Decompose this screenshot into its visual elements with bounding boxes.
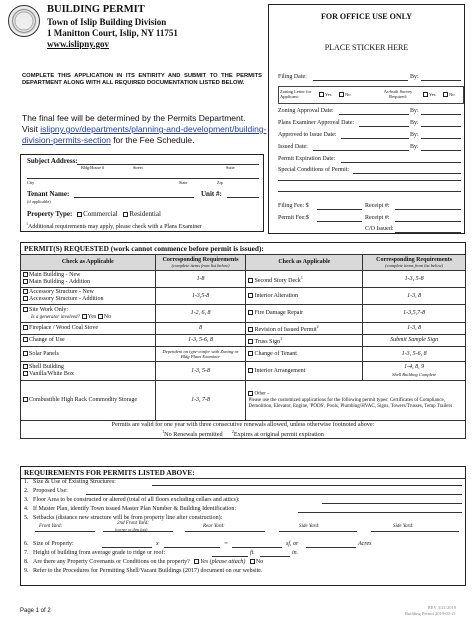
office-use-box <box>268 4 465 234</box>
requirements-title: REQUIREMENTS FOR PERMITS LISTED ABOVE: <box>21 467 465 479</box>
asbuilt-yes-label: Yes <box>429 92 436 97</box>
req-item-4: 4. If Master Plan, identify Town issued Master Plan Number & Building Identification: <box>24 506 462 513</box>
col-check-right: Check as Applicable <box>246 255 363 271</box>
permit-accessory-structure <box>21 288 156 305</box>
unit-label: Unit #: <box>201 190 222 198</box>
special-conditions-field[interactable] <box>353 167 461 174</box>
revision-label: Revision of Issued Permit <box>254 327 317 333</box>
solar-checkbox[interactable] <box>23 351 28 356</box>
req-item-1: 1. Size & Use of Existing Structures: <box>24 479 462 486</box>
shell-label: Shell Building <box>29 364 64 370</box>
additional-text: Additional requirements may apply, please check with a Plans Examiner <box>28 224 202 230</box>
main-new-checkbox[interactable] <box>23 272 28 277</box>
permit-receipt-field[interactable] <box>395 215 461 222</box>
state-label: State <box>179 180 188 185</box>
generator-yes-label: Yes <box>87 313 97 320</box>
req-item-7-text: Height of building from average grade to ridge or roof: <box>33 550 166 556</box>
permit-other <box>246 381 466 421</box>
zoning-approval-field[interactable] <box>339 108 409 115</box>
revision-checkbox[interactable] <box>248 327 253 332</box>
permit-high-rack <box>21 381 156 421</box>
special-conditions-line-3[interactable] <box>278 185 461 192</box>
acc-new-checkbox[interactable] <box>23 289 28 294</box>
zoning-no-checkbox[interactable] <box>339 92 344 97</box>
acres-label: Acres <box>358 541 372 547</box>
filing-receipt-field[interactable] <box>395 203 461 210</box>
fire-damage-label: Fire Damage Repair <box>254 310 304 316</box>
solar-req: Dependent on type-confer with Zoning or Bldg Plans Examiner <box>155 347 246 362</box>
deck-checkbox[interactable] <box>248 278 253 283</box>
col-req-right <box>363 255 466 271</box>
fee-note: The final fee will be determined by the Permits Department. <box>22 113 246 123</box>
interior-arr-label: Interior Arrangement <box>254 367 306 374</box>
zoning-no-label: No <box>345 92 351 97</box>
change-tenant-checkbox[interactable] <box>248 351 253 356</box>
change-use-checkbox[interactable] <box>23 337 28 342</box>
subject-address-label: Subject Address: <box>27 157 78 165</box>
permit-change-of-use <box>21 335 156 347</box>
note1-text: No Renewals permitted <box>164 431 223 439</box>
req-item-5: 5. Setbacks (distance new structure will be from property line after construction): <box>24 515 223 521</box>
additional-note: $^1$Additional requirements may apply, please check with a Plans Examiner <box>26 221 202 230</box>
city-field[interactable] <box>27 172 259 179</box>
side-yard-1-label: Side Yard: <box>299 524 320 529</box>
zip-label: Zip <box>217 180 223 185</box>
fee-schedule-link[interactable]: islipny.gov/departments/planning-and-development/building-division-permits-section <box>22 124 267 145</box>
front-yard-field[interactable] <box>35 529 95 532</box>
second-front-label: 2nd Front Yard: <box>117 521 149 526</box>
generator-no-checkbox[interactable] <box>98 314 103 319</box>
covenants-yes-label: Yes (please attach) <box>200 559 246 565</box>
side-yard-2-field[interactable] <box>371 529 459 532</box>
req-item-9-text: Refer to the Procedures for Permitting Shell/Vacant Buildings (2017) document on our website. <box>33 568 263 574</box>
req-item-2-text: Proposed Use: <box>33 488 68 494</box>
other-label: Other - <box>254 392 269 398</box>
issued-by-label: By: <box>410 144 419 150</box>
suite-label: Suite <box>226 165 235 170</box>
truss-sign-checkbox[interactable] <box>248 339 253 344</box>
side-yard-2-label: Side Yard: <box>393 524 414 529</box>
change-tenant-label: Change of Tenant <box>254 350 297 357</box>
covenants-no-label: No <box>255 559 264 565</box>
filing-fee-label: Filing Fee: $ <box>278 203 309 209</box>
interior-alt-req: 1-3, 8 <box>363 288 466 305</box>
req-item-5-text: Setbacks (distance new structure will be from property line after construction): <box>33 515 223 521</box>
permit-fireplace <box>21 323 156 335</box>
address-field[interactable] <box>77 158 259 165</box>
bldg-label: Bldg/House # <box>81 165 105 170</box>
req-item-1-text: Size & Use of Existing Structures: <box>33 479 116 485</box>
change-use-req: 1-3, 5-6, 8 <box>155 335 246 347</box>
change-tenant-req: 1-3, 5-6, 8 <box>363 347 466 362</box>
equals-label: = <box>224 541 229 547</box>
zoning-approval-label: Zoning Approval Date: <box>278 108 334 114</box>
revision-req: 1-3, 8 <box>363 323 466 335</box>
permit-solar-panels <box>21 347 156 362</box>
high-rack-label: Combustible High Rack Commodity Storage <box>29 397 137 403</box>
if-applicable-label: (if applicable) <box>27 199 51 204</box>
issued-date-label: Issued Date: <box>278 144 308 150</box>
revision-sup: 2 <box>316 324 319 329</box>
co-issued-field[interactable] <box>395 226 461 233</box>
sf-or-label: sf, or <box>286 541 299 547</box>
filing-receipt-label: Receipt #: <box>365 203 390 209</box>
height-in-field[interactable] <box>260 550 290 557</box>
expiration-field[interactable] <box>341 156 461 163</box>
req-item-3: 3. Floor Area to be constructed or altered (total of all floors excluding cellars and attics): <box>24 497 462 504</box>
in-label: in. <box>292 550 299 556</box>
truss-sign-sup: 1 <box>280 336 283 341</box>
permit-second-story-deck <box>246 271 363 288</box>
req-item-4-text: If Master Plan, identify Town issued Master Plan Number & Building Identification: <box>33 506 237 512</box>
interior-alt-label: Interior Alteration <box>254 292 298 299</box>
shell-req: 1-3, 5-8 <box>155 362 246 381</box>
permit-truss-sign <box>246 335 363 347</box>
visit-text: Visit <box>22 124 38 134</box>
commercial-label: Commercial <box>83 210 118 218</box>
property-sf-field[interactable] <box>232 541 282 548</box>
fireplace-checkbox[interactable] <box>23 325 28 330</box>
asbuilt-no-checkbox[interactable] <box>443 92 448 97</box>
zoning-by-label: By: <box>410 108 419 114</box>
doc-id: Building Permit 2019-03-21 <box>405 611 456 616</box>
acc-req: 1-3,5-8 <box>155 288 246 305</box>
website-link[interactable]: www.islipny.gov <box>47 39 110 49</box>
permit-fee-field[interactable] <box>317 215 362 222</box>
main-addition-label: Main Building - Addition <box>29 279 91 285</box>
permit-fire-damage <box>246 305 363 323</box>
permit-interior-arrangement <box>246 362 363 381</box>
interior-arr-req: 1-4, 8, 9 <box>404 363 425 370</box>
front-yard-label: Front Yard: <box>39 524 63 529</box>
high-rack-req: 1-3, 7-8 <box>155 381 246 421</box>
deck-req: 1-3, 5-8 <box>363 271 466 288</box>
generator-no-label: No <box>103 313 112 320</box>
interior-arr-req-cell <box>363 362 466 381</box>
approved-by-label: By: <box>410 132 419 138</box>
acc-addition-label: Accessory Structure - Addition <box>29 296 104 302</box>
property-type-label: Property Type: <box>27 210 73 218</box>
permit-change-of-tenant <box>246 347 363 362</box>
permit-revision <box>246 323 363 335</box>
change-use-label: Change of Use <box>29 337 65 343</box>
permit-receipt-label: Receipt #: <box>365 215 390 221</box>
residential-label: Residential <box>129 210 161 218</box>
fee-schedule-line <box>22 124 272 146</box>
fireplace-label: Fireplace / Wood Coal Stove <box>29 325 99 331</box>
req-3-field[interactable] <box>322 497 462 504</box>
filing-by-label: By: <box>410 74 419 80</box>
ft-label: ft. <box>250 550 255 556</box>
acc-new-label: Accessory Structure - New <box>29 289 94 295</box>
deck-sup: 1 <box>300 274 303 280</box>
deck-label: Second Story Deck <box>254 277 301 284</box>
zoning-yes-checkbox[interactable] <box>319 92 324 97</box>
approved-by-field[interactable] <box>421 132 461 139</box>
filing-date-label: Filing Date: <box>278 74 307 80</box>
property-width-field[interactable] <box>102 541 152 548</box>
generator-yes-checkbox[interactable] <box>82 314 87 319</box>
req-2-field[interactable] <box>86 488 462 495</box>
filing-fee-field[interactable] <box>317 203 362 210</box>
col-req-left-sub: (complete items from list below) <box>171 262 230 268</box>
site-work-req: 1-2, 6, 8 <box>155 305 246 323</box>
fire-damage-checkbox[interactable] <box>248 310 253 315</box>
special-conditions-line-2[interactable] <box>278 174 461 181</box>
instructions: COMPLETE THIS APPLICATION IN ITS ENTIRITY AND SUBMIT TO THE PERMITS DEPARTMENT ALONG WITH ALL REQUIRED DOCUMENTATION LISTED BELOW. <box>22 73 262 86</box>
unit-field[interactable] <box>227 191 259 198</box>
approved-issue-label: Approved to Issue Date: <box>278 132 337 138</box>
requirements-section <box>20 466 466 586</box>
issued-by-field[interactable] <box>421 144 461 151</box>
permit-shell-building <box>21 362 156 381</box>
col-check-left: Check as Applicable <box>21 255 156 271</box>
issued-date-field[interactable] <box>313 144 409 151</box>
division-name: Town of Islip Building Division <box>47 17 167 27</box>
permits-section <box>20 242 466 439</box>
rear-yard-label: Rear Yard: <box>203 524 225 529</box>
other-checkbox[interactable] <box>248 391 253 396</box>
filing-date-field[interactable] <box>313 74 408 81</box>
asbuilt-yes-checkbox[interactable] <box>423 92 428 97</box>
req-item-2: 2. Proposed Use: <box>24 488 462 495</box>
col-req-left <box>155 255 246 271</box>
main-new-label: Main Building - New <box>29 272 81 278</box>
times-label: x <box>156 541 159 547</box>
site-work-label: Site Work Only: <box>29 306 69 313</box>
col-req-right-title: Corresponding Requirements <box>376 256 453 263</box>
validity-note: Permits are valid for one year with three consecutive renewals allowed, unless otherwise footnoted above: $^1$No Renewals permitted $^2$Expires at original permit expiration <box>21 421 466 439</box>
site-work-checkbox[interactable] <box>23 307 28 312</box>
req-4-field[interactable] <box>298 506 462 513</box>
col-req-right-sub: (complete items from list below) <box>385 262 443 268</box>
fee-suffix: for the Fee Schedule. <box>113 135 195 145</box>
page-title: BUILDING PERMIT <box>47 4 145 15</box>
town-seal-logo <box>8 5 40 37</box>
main-addition-checkbox[interactable] <box>23 279 28 284</box>
permits-title: PERMIT(S) REQUESTED (work cannot commence before permit is issued): <box>20 242 466 254</box>
tenant-label: Tenant Name: <box>27 190 70 198</box>
fire-damage-req: 1-3,5,7-8 <box>363 305 466 323</box>
interior-arr-req2: Shell Building Complete <box>392 371 437 377</box>
street-label: Street <box>133 165 143 170</box>
shell-checkbox[interactable] <box>23 364 28 369</box>
commercial-checkbox[interactable] <box>77 212 82 217</box>
solar-label: Solar Panels <box>29 350 59 357</box>
asbuilt-label: As-built Survey Required: <box>383 89 413 99</box>
zoning-by-field[interactable] <box>421 108 461 115</box>
city-label: City <box>27 180 35 185</box>
acc-addition-checkbox[interactable] <box>23 296 28 301</box>
sticker-area: PLACE STICKER HERE <box>324 43 409 52</box>
covenants-no-checkbox[interactable] <box>250 559 255 564</box>
permit-interior-alteration <box>246 288 363 305</box>
generator-label: Is a generator involved? <box>31 314 81 320</box>
req-item-6: 6. Size of Property: x = sf, or Acres <box>24 541 372 547</box>
expiration-label: Permit Expiration Date: <box>278 156 336 162</box>
property-acres-field[interactable] <box>306 541 356 548</box>
revision-date: REV 3/21/2019 <box>427 605 456 610</box>
plans-approval-field[interactable] <box>359 120 409 127</box>
truss-sign-label: Truss Sign <box>254 339 281 345</box>
zoning-yes-label: Yes <box>325 92 332 97</box>
validity-text: Permits are valid for one year with three consecutive renewals allowed, unless otherwise footnoted above: <box>111 421 375 428</box>
req-1-field[interactable] <box>152 479 462 486</box>
fireplace-req: 8 <box>155 323 246 335</box>
permits-table <box>20 254 466 439</box>
property-type-row <box>27 210 161 218</box>
second-front-field[interactable] <box>103 529 173 532</box>
permit-fee-label: Permit Fee:$ <box>278 215 309 221</box>
permit-site-work <box>21 305 156 323</box>
plans-by-label: By: <box>410 120 419 126</box>
req-item-9: 9. Refer to the Procedures for Permitting Shell/Vacant Buildings (2017) document on our website. <box>24 568 263 574</box>
subject-address-box <box>20 154 264 232</box>
page-number: Page 1 of 2 <box>20 608 51 614</box>
tenant-field[interactable] <box>74 191 194 198</box>
division-address: 1 Manitton Court, Islip, NY 11751 <box>47 28 178 38</box>
interior-alt-checkbox[interactable] <box>248 293 253 298</box>
req-item-3-text: Floor Area to be constructed or altered (total of all floors excluding cellars and attics): <box>33 497 240 503</box>
residential-checkbox[interactable] <box>123 212 128 217</box>
zoning-letter-row <box>278 86 464 104</box>
req-item-8: 8. Are there any Property Covenants or Conditions on the property? Yes (please attach) No <box>24 559 264 565</box>
side-yard-1-field[interactable] <box>279 529 357 532</box>
other-desc: Please use the customized applications for the following permit types: Certificates of Compliance, Demolition, Elevator, Engine, 'PODS', Pools, Plumbing/HVAC, Signs, Towers/Trusses, Temp Trailers <box>248 397 453 409</box>
office-title: FOR OFFICE USE ONLY <box>320 12 413 21</box>
zoning-letter-label: Zoning Letter for Applicant: <box>280 89 312 99</box>
plans-approval-label: Plans Examiner Approval Date: <box>278 120 355 126</box>
asbuilt-no-label: No <box>449 92 455 97</box>
co-issued-label: C/O Issued: <box>365 226 394 232</box>
req-item-7: 7. Height of building from average grade to ridge or roof: ft. in. <box>24 550 299 556</box>
approved-issue-field[interactable] <box>341 132 409 139</box>
vanilla-checkbox[interactable] <box>23 371 28 376</box>
truss-sign-req: Submit Sample Sign <box>363 335 466 347</box>
col-req-left-title: Corresponding Requirements <box>162 256 239 263</box>
main-req: 1-8 <box>155 271 246 288</box>
req-item-8-text: Are there any Property Covenants or Conditions on the property? <box>33 559 190 565</box>
special-conditions-label: Special Conditions of Permit: <box>278 167 350 173</box>
note2-text: Expires at original permit expiration <box>233 431 324 439</box>
high-rack-checkbox[interactable] <box>23 397 28 402</box>
interior-arr-checkbox[interactable] <box>248 368 253 373</box>
height-ft-field[interactable] <box>212 550 248 557</box>
rear-yard-field[interactable] <box>185 529 265 532</box>
permit-main-building <box>21 271 156 288</box>
corner-lots-label: (corner or thru lots) <box>115 527 148 532</box>
covenants-yes-checkbox[interactable] <box>194 559 199 564</box>
property-depth-field[interactable] <box>164 541 220 548</box>
vanilla-label: Vanilla/White Box <box>29 371 74 377</box>
filing-by-field[interactable] <box>421 74 461 81</box>
plans-by-field[interactable] <box>421 120 461 127</box>
req-item-6-text: Size of Property: <box>33 541 74 547</box>
